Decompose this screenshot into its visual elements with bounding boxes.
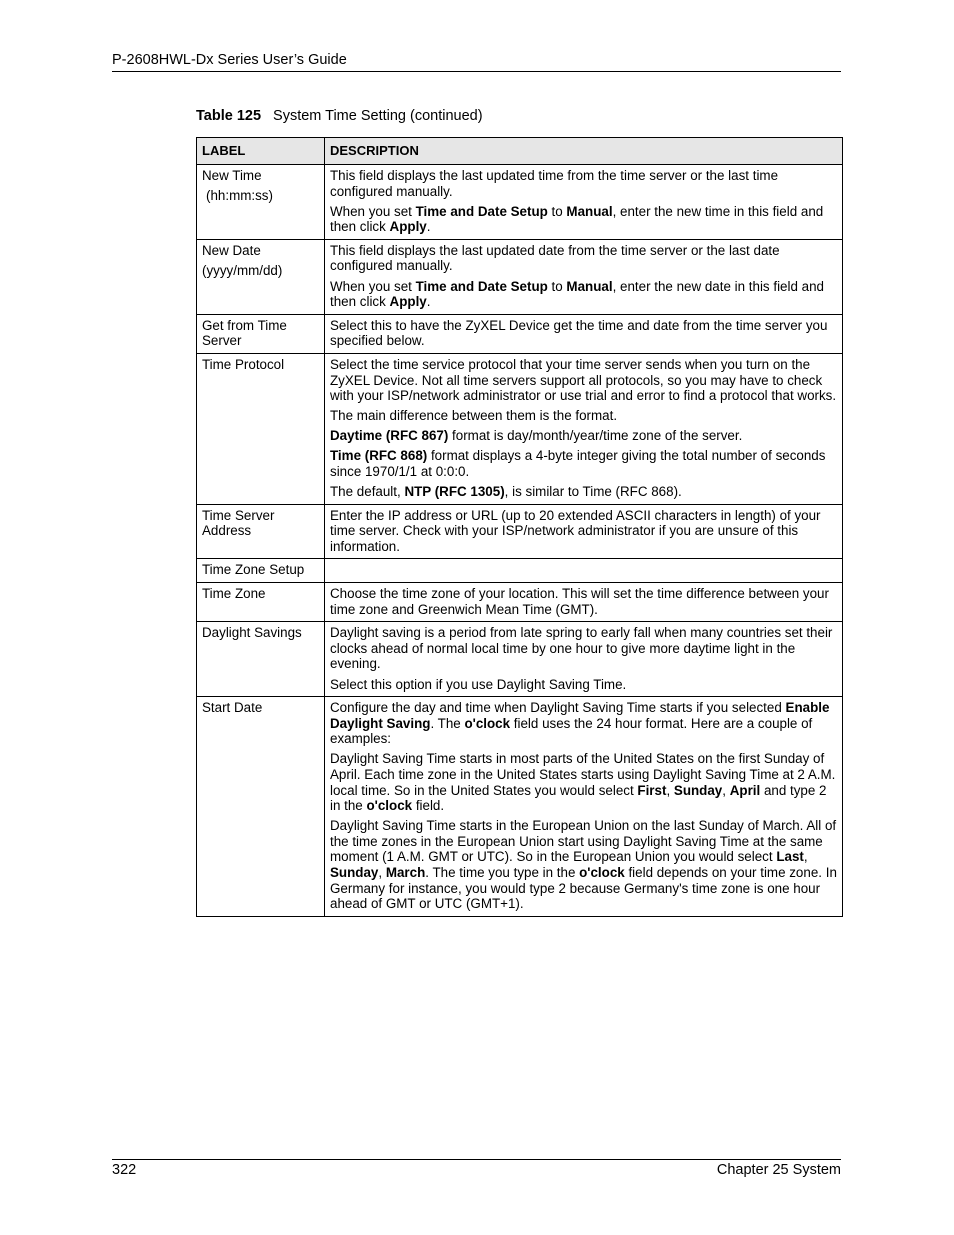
description-text: Enter the IP address or URL (up to 20 extended ASCII characters in length) of your time server. Check with your ISP/network administrator if you are unsure of this information. xyxy=(330,507,821,554)
description-paragraph xyxy=(330,204,838,235)
description-paragraph xyxy=(330,428,838,444)
row-description xyxy=(325,504,843,559)
description-paragraph xyxy=(330,408,838,424)
row-description xyxy=(325,353,843,504)
system-time-setting-table xyxy=(196,137,843,917)
description-text: and type 2 in the xyxy=(330,782,827,814)
description-text: to xyxy=(547,203,567,219)
table-header-row xyxy=(197,138,843,165)
description-emphasis: Time and Date Setup xyxy=(415,278,548,294)
description-emphasis: First xyxy=(637,782,667,798)
description-text: Configure the day and time when Daylight Saving Time starts if you selected xyxy=(330,700,786,716)
description-text: field. xyxy=(412,798,445,814)
row-label xyxy=(197,697,325,917)
row-label-text: New Date xyxy=(202,242,261,258)
row-label-format: (yyyy/mm/dd) xyxy=(202,262,283,278)
description-emphasis: Sunday xyxy=(330,865,379,881)
description-emphasis: Manual xyxy=(566,203,613,219)
description-text: . xyxy=(426,219,431,235)
table-caption-number: Table 125 xyxy=(196,108,262,124)
description-text: Choose the time zone of your location. This will set the time difference between your time zone and Greenwich Mean Time (GMT). xyxy=(330,586,829,617)
row-description xyxy=(325,165,843,240)
row-label-text: New Time xyxy=(202,168,262,183)
table-row xyxy=(197,314,843,353)
row-label xyxy=(197,504,325,559)
row-label xyxy=(197,165,325,240)
description-text: , enter the new time in this field and then click xyxy=(330,203,824,235)
description-emphasis: Apply xyxy=(389,294,427,310)
table-row xyxy=(197,559,843,583)
description-emphasis: Enable Daylight Saving xyxy=(330,700,830,731)
description-text: The default, xyxy=(330,484,405,500)
row-label-text: Get from Time Server xyxy=(202,317,287,349)
description-text: When you set xyxy=(330,203,416,219)
description-paragraph xyxy=(330,586,838,617)
header-rule xyxy=(112,71,841,72)
table-row xyxy=(197,504,843,559)
description-emphasis: Daytime (RFC 867) xyxy=(330,428,449,444)
description-text: , xyxy=(666,782,674,798)
description-text: Daylight Saving Time starts in the European Union on the last Sunday of March. All of the time zones in the European Union start using Daylight Saving Time at the same moment (1 A.M. GMT or UTC). So in the European Union you would select xyxy=(330,818,837,865)
description-text: When you set xyxy=(330,278,416,294)
row-description xyxy=(325,314,843,353)
description-emphasis: Manual xyxy=(566,278,613,294)
row-label xyxy=(197,622,325,697)
description-text: format displays a 4-byte integer giving the total number of seconds since 1970/1/1 at 0:0:0. xyxy=(330,448,826,479)
description-emphasis: Apply xyxy=(389,219,427,235)
row-label xyxy=(197,583,325,622)
description-emphasis: o'clock xyxy=(464,715,511,731)
description-text: . The xyxy=(430,715,465,731)
description-emphasis: Time and Date Setup xyxy=(415,203,548,219)
description-emphasis: Time (RFC 868) xyxy=(330,448,428,464)
description-paragraph xyxy=(330,168,838,199)
description-paragraph xyxy=(330,243,838,274)
row-label xyxy=(197,559,325,583)
description-text: This field displays the last updated date from the time server or the last date configured manually. xyxy=(330,242,780,274)
description-text: Daylight saving is a period from late spring to early fall when many countries set their clocks ahead of normal local time by one hour to give more daytime light in the evening. xyxy=(330,625,833,672)
description-paragraph xyxy=(330,357,838,404)
description-text: , xyxy=(722,782,730,798)
table-row xyxy=(197,622,843,697)
row-label-text: Daylight Savings xyxy=(202,625,302,641)
row-label xyxy=(197,353,325,504)
description-text: Select this option if you use Daylight Saving Time. xyxy=(330,676,627,692)
description-paragraph xyxy=(330,818,838,912)
description-text: to xyxy=(547,278,567,294)
description-text: . xyxy=(426,294,431,310)
description-text: , is similar to Time (RFC 868). xyxy=(504,484,682,500)
description-text: The main difference between them is the format. xyxy=(330,408,618,424)
description-paragraph xyxy=(330,700,838,747)
description-emphasis: o'clock xyxy=(579,865,625,881)
description-paragraph xyxy=(330,279,838,310)
row-description xyxy=(325,697,843,917)
row-label-text: Time Zone Setup xyxy=(202,562,305,578)
description-text: , enter the new date in this field and then click xyxy=(330,278,824,310)
footer-rule xyxy=(112,1159,841,1160)
row-label xyxy=(197,239,325,314)
description-emphasis: March xyxy=(385,865,426,881)
row-label-text: Time Protocol xyxy=(202,356,285,372)
description-text: Daylight Saving Time starts in most parts of the United States on the first Sunday of April. Each time zone in the United States starts using Daylight Saving Time at 2 A.M. local time. So in the United States you would select xyxy=(330,751,836,798)
description-paragraph xyxy=(330,751,838,813)
description-text: This field displays the last updated time from the time server or the last time configured manually. xyxy=(330,168,779,199)
description-paragraph xyxy=(330,508,838,555)
page-number: 322 xyxy=(112,1162,137,1178)
description-emphasis: o'clock xyxy=(366,798,413,814)
row-label xyxy=(197,314,325,353)
description-column-header: DESCRIPTION xyxy=(325,138,843,165)
table-caption xyxy=(196,108,483,124)
row-label-format: (hh:mm:ss) xyxy=(206,188,273,204)
running-header-title: P-2608HWL-Dx Series User’s Guide xyxy=(112,52,347,68)
table-row xyxy=(197,697,843,917)
table-row xyxy=(197,165,843,240)
table-row xyxy=(197,239,843,314)
description-emphasis: Last xyxy=(776,849,804,865)
description-paragraph xyxy=(330,625,838,672)
description-paragraph xyxy=(330,677,838,693)
description-paragraph xyxy=(330,318,838,349)
description-emphasis: April xyxy=(729,782,761,798)
description-text: , xyxy=(803,849,808,865)
row-description xyxy=(325,583,843,622)
row-description xyxy=(325,239,843,314)
table-row xyxy=(197,583,843,622)
table-body xyxy=(197,165,843,917)
row-label-text: Time Server Address xyxy=(202,507,275,539)
row-label-text: Time Zone xyxy=(202,586,266,602)
description-text: Select the time service protocol that your time server sends when you turn on the ZyXEL Device. Not all time servers support all protocols, so you may have to check with your ISP/network administrator or use trial and error to find a protocol that works. xyxy=(330,356,837,404)
description-text: format is day/month/year/time zone of the server. xyxy=(448,428,743,444)
table-row xyxy=(197,353,843,504)
description-text: . The time you type in the xyxy=(425,865,580,881)
description-text: field depends on your time zone. In Germany for instance, you would type 2 because Germany's time zone is one hour ahead of GMT or UTC (GMT+1). xyxy=(330,865,837,912)
row-label-text: Start Date xyxy=(202,700,263,716)
description-text: Select this to have the ZyXEL Device get the time and date from the time server you specified below. xyxy=(330,317,828,349)
row-description xyxy=(325,622,843,697)
chapter-title: Chapter 25 System xyxy=(716,1162,841,1178)
label-column-header: LABEL xyxy=(197,138,325,165)
description-text: field uses the 24 hour format. Here are a couple of examples: xyxy=(330,715,813,747)
description-emphasis: Sunday xyxy=(673,782,723,798)
description-paragraph xyxy=(330,484,838,500)
row-description xyxy=(325,559,843,583)
description-paragraph xyxy=(330,448,838,479)
description-text: , xyxy=(378,865,386,881)
description-emphasis: NTP (RFC 1305) xyxy=(404,484,505,500)
table-caption-title: System Time Setting (continued) xyxy=(273,108,483,124)
